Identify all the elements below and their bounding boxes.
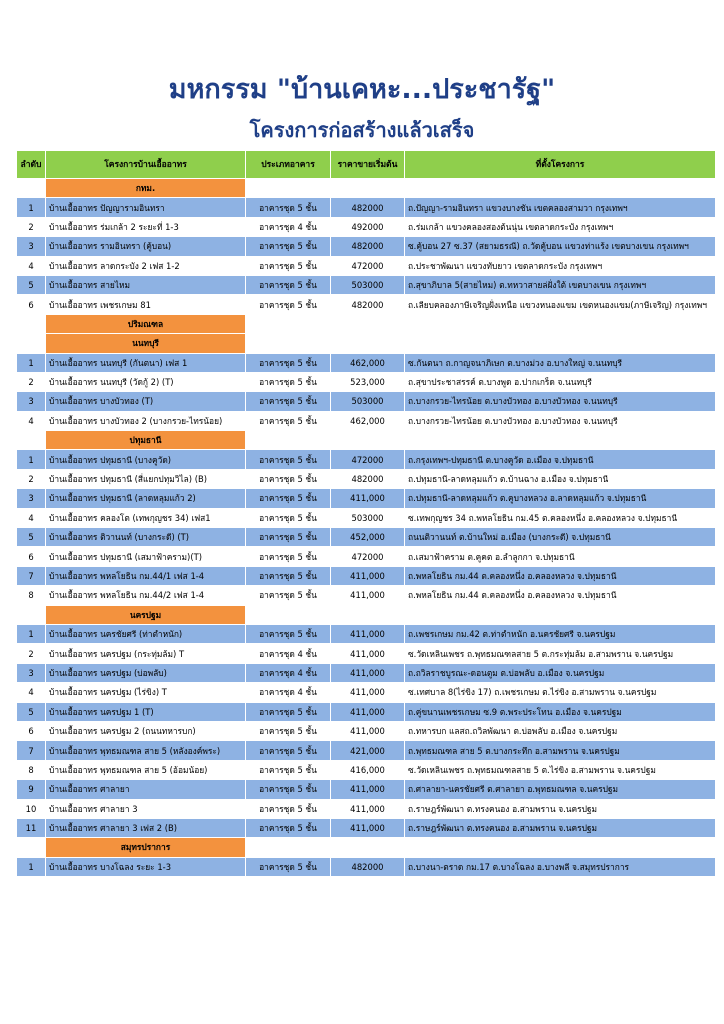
starting-price: 452,000 [331, 528, 405, 547]
empty-cell [405, 334, 716, 353]
row-number: 1 [17, 450, 46, 469]
project-name: บ้านเอื้ออาทร บางบัวทอง 2 (บางกรวย-ไทรน้อย) [46, 411, 246, 430]
building-type: อาคารชุด 5 ชั้น [246, 799, 331, 818]
starting-price: 411,000 [331, 799, 405, 818]
empty-cell [405, 314, 716, 333]
table-row [17, 508, 716, 527]
building-type: อาคารชุด 4 ชั้น [246, 217, 331, 236]
column-header: ลำดับ [17, 151, 46, 179]
group-spacer-cell [17, 314, 46, 333]
building-type: อาคารชุด 4 ชั้น [246, 683, 331, 702]
building-type: อาคารชุด 5 ชั้น [246, 702, 331, 721]
project-name: บ้านเอื้ออาทร พุทธมณฑล สาย 5 (อ้อมน้อย) [46, 760, 246, 779]
table-row [17, 586, 716, 605]
starting-price: 416,000 [331, 760, 405, 779]
group-spacer-cell [17, 605, 46, 624]
row-number: 6 [17, 295, 46, 314]
row-number: 1 [17, 857, 46, 876]
table-row [17, 372, 716, 391]
project-location: ถ.ประชาพัฒนา แขวงทับยาว เขตลาดกระบัง กรุงเทพฯ [405, 256, 716, 275]
building-type: อาคารชุด 5 ชั้น [246, 624, 331, 643]
empty-cell [331, 179, 405, 198]
project-name: บ้านเอื้ออาทร ร่มเกล้า 2 ระยะที่ 1-3 [46, 217, 246, 236]
table-row [17, 644, 716, 663]
row-number: 3 [17, 237, 46, 256]
table-row [17, 663, 716, 682]
building-type: อาคารชุด 4 ชั้น [246, 663, 331, 682]
project-name: บ้านเอื้ออาทร นนทบุรี (วัดกู้ 2) (T) [46, 372, 246, 391]
starting-price: 503000 [331, 392, 405, 411]
project-location: ถ.ราษฎร์พัฒนา ต.ทรงคนอง อ.สามพราน จ.นครปฐม [405, 818, 716, 837]
starting-price: 482000 [331, 295, 405, 314]
empty-cell [246, 838, 331, 857]
column-header: โครงการบ้านเอื้ออาทร [46, 151, 246, 179]
project-location: ถ.พุทธมณฑล สาย 5 ต.บางกระทึก อ.สามพราน จ.นครปฐม [405, 741, 716, 760]
group-header-row [17, 605, 716, 624]
project-location: ซ.คู้บอน 27 ซ.37 (สยามธรณี) ถ.วัดคู้บอน แขวงท่าแร้ง เขตบางเขน กรุงเทพฯ [405, 237, 716, 256]
starting-price: 411,000 [331, 818, 405, 837]
building-type: อาคารชุด 5 ชั้น [246, 857, 331, 876]
group-name: สมุทรปราการ [46, 838, 246, 857]
starting-price: 411,000 [331, 780, 405, 799]
row-number: 3 [17, 392, 46, 411]
empty-cell [246, 605, 331, 624]
building-type: อาคารชุด 4 ชั้น [246, 644, 331, 663]
table-row [17, 450, 716, 469]
starting-price: 421,000 [331, 741, 405, 760]
table-row [17, 198, 716, 217]
empty-cell [331, 334, 405, 353]
empty-cell [405, 179, 716, 198]
group-name: ปทุมธานี [46, 431, 246, 450]
starting-price: 411,000 [331, 683, 405, 702]
group-spacer-cell [17, 334, 46, 353]
building-type: อาคารชุด 5 ชั้น [246, 450, 331, 469]
project-name: บ้านเอื้ออาทร พหลโยธิน กม.44/1 เฟส 1-4 [46, 566, 246, 585]
row-number: 7 [17, 741, 46, 760]
table-row [17, 780, 716, 799]
building-type: อาคารชุด 5 ชั้น [246, 353, 331, 372]
row-number: 6 [17, 547, 46, 566]
project-name: บ้านเอื้ออาทร นนทบุรี (กันตนา) เฟส 1 [46, 353, 246, 372]
table-row [17, 392, 716, 411]
group-header-row [17, 334, 716, 353]
row-number: 3 [17, 663, 46, 682]
row-number: 2 [17, 217, 46, 236]
project-location: ถ.ศาลายา-นครชัยศรี ต.ศาลายา อ.พุทธมณฑล จ.นครปฐม [405, 780, 716, 799]
table-row [17, 411, 716, 430]
building-type: อาคารชุด 5 ชั้น [246, 469, 331, 488]
project-location: ถ.กรุงเทพฯ-ปทุมธานี ต.บางคูวัด อ.เมือง จ.ปทุมธานี [405, 450, 716, 469]
row-number: 3 [17, 489, 46, 508]
building-type: อาคารชุด 5 ชั้น [246, 760, 331, 779]
empty-cell [331, 314, 405, 333]
starting-price: 411,000 [331, 566, 405, 585]
project-name: บ้านเอื้ออาทร บางบัวทอง (T) [46, 392, 246, 411]
group-header-row [17, 838, 716, 857]
project-name: บ้านเอื้ออาทร ปทุมธานี (บางคูวัด) [46, 450, 246, 469]
row-number: 2 [17, 372, 46, 391]
building-type: อาคารชุด 5 ชั้น [246, 586, 331, 605]
starting-price: 411,000 [331, 702, 405, 721]
row-number: 1 [17, 198, 46, 217]
project-location: ถ.ปทุมธานี-ลาดหลุมแก้ว ต.คูบางหลวง อ.ลาดหลุมแก้ว จ.ปทุมธานี [405, 489, 716, 508]
project-location: ถ.ราษฎร์พัฒนา ต.ทรงคนอง อ.สามพราน จ.นครปฐม [405, 799, 716, 818]
building-type: อาคารชุด 5 ชั้น [246, 256, 331, 275]
project-location: ถ.สุขาประชาสรรค์ ต.บางพูด อ.ปากเกร็ด จ.นนทบุรี [405, 372, 716, 391]
row-number: 8 [17, 586, 46, 605]
empty-cell [331, 605, 405, 624]
table-row [17, 237, 716, 256]
project-name: บ้านเอื้ออาทร พุทธมณฑล สาย 5 (หลังองค์พระ) [46, 741, 246, 760]
group-header-row [17, 179, 716, 198]
starting-price: 411,000 [331, 624, 405, 643]
project-location: ซ.เทพกุญชร 34 ถ.พหลโยธิน กม.45 ต.คลองหนึ่ง อ.คลองหลวง จ.ปทุมธานี [405, 508, 716, 527]
project-location: ถ.ถวิลราชบูรณะ-ดอนตูม ต.บ่อพลับ อ.เมือง จ.นครปฐม [405, 663, 716, 682]
project-name: บ้านเอื้ออาทร ปทุมธานี (เสมาฟ้าคราม)(T) [46, 547, 246, 566]
row-number: 8 [17, 760, 46, 779]
starting-price: 411,000 [331, 721, 405, 740]
building-type: อาคารชุด 5 ชั้น [246, 741, 331, 760]
group-spacer-cell [17, 838, 46, 857]
column-header: ที่ตั้งโครงการ [405, 151, 716, 179]
table-row [17, 683, 716, 702]
project-location: ซ.วัดเหลินเพชร ถ.พุทธมณฑลสาย 5 ต.ไร่ขิง อ.สามพราน จ.นครปฐม [405, 760, 716, 779]
empty-cell [246, 431, 331, 450]
building-type: อาคารชุด 5 ชั้น [246, 198, 331, 217]
row-number: 2 [17, 469, 46, 488]
starting-price: 411,000 [331, 586, 405, 605]
building-type: อาคารชุด 5 ชั้น [246, 295, 331, 314]
starting-price: 492000 [331, 217, 405, 236]
group-spacer-cell [17, 179, 46, 198]
project-name: บ้านเอื้ออาทร คลองโต (เทพกุญชร 34) เฟส1 [46, 508, 246, 527]
project-location: ถ.เสมาฟ้าคราม ต.คูคต อ.ลำลูกกา จ.ปทุมธานี [405, 547, 716, 566]
starting-price: 472000 [331, 256, 405, 275]
row-number: 11 [17, 818, 46, 837]
starting-price: 411,000 [331, 663, 405, 682]
starting-price: 411,000 [331, 644, 405, 663]
table-row [17, 721, 716, 740]
project-location: ถ.พหลโยธิน กม.44 ต.คลองหนึ่ง อ.คลองหลวง จ.ปทุมธานี [405, 566, 716, 585]
table-row [17, 857, 716, 876]
building-type: อาคารชุด 5 ชั้น [246, 547, 331, 566]
building-type: อาคารชุด 5 ชั้น [246, 566, 331, 585]
building-type: อาคารชุด 5 ชั้น [246, 721, 331, 740]
project-name: บ้านเอื้ออาทร นครชัยศรี (ท่าตำหนัก) [46, 624, 246, 643]
row-number: 7 [17, 566, 46, 585]
project-location: ถ.ร่มเกล้า แขวงคลองสองต้นนุ่น เขตลาดกระบัง กรุงเทพฯ [405, 217, 716, 236]
table-row [17, 256, 716, 275]
table-row [17, 547, 716, 566]
project-name: บ้านเอื้ออาทร นครปฐม (ไร่ขิง) T [46, 683, 246, 702]
table-row [17, 275, 716, 294]
empty-cell [246, 314, 331, 333]
project-name: บ้านเอื้ออาทร นครปฐม (บ่อพลับ) [46, 663, 246, 682]
starting-price: 482000 [331, 857, 405, 876]
page-title: มหกรรม "บ้านเคหะ...ประชารัฐ" [168, 74, 556, 105]
project-location: ถนนติวานนท์ ต.บ้านใหม่ อ.เมือง (บางกระดี) จ.ปทุมธานี [405, 528, 716, 547]
project-location: ถ.ทหารบก แลสถ.ถวิลพัฒนา ต.บ่อพลับ อ.เมือง จ.นครปฐม [405, 721, 716, 740]
project-name: บ้านเอื้ออาทร ติวานนท์ (บางกระดี) (T) [46, 528, 246, 547]
column-header: ประเภทอาคาร [246, 151, 331, 179]
row-number: 4 [17, 508, 46, 527]
row-number: 2 [17, 644, 46, 663]
row-number: 1 [17, 624, 46, 643]
group-header-row [17, 314, 716, 333]
page-subtitle: โครงการก่อสร้างแล้วเสร็จ [249, 118, 475, 142]
table-row [17, 469, 716, 488]
projects-table [16, 150, 716, 877]
starting-price: 462,000 [331, 411, 405, 430]
empty-cell [405, 605, 716, 624]
table-row [17, 624, 716, 643]
table-row [17, 799, 716, 818]
project-name: บ้านเอื้ออาทร ศาลายา 3 [46, 799, 246, 818]
project-name: บ้านเอื้ออาทร เพชรเกษม 81 [46, 295, 246, 314]
row-number: 1 [17, 353, 46, 372]
row-number: 5 [17, 528, 46, 547]
table-header-row [17, 151, 716, 179]
table-row [17, 353, 716, 372]
project-location: ถ.พหลโยธิน กม.44 ต.คลองหนึ่ง อ.คลองหลวง จ.ปทุมธานี [405, 586, 716, 605]
group-name: กทม. [46, 179, 246, 198]
building-type: อาคารชุด 5 ชั้น [246, 392, 331, 411]
row-number: 4 [17, 683, 46, 702]
building-type: อาคารชุด 5 ชั้น [246, 489, 331, 508]
table-row [17, 741, 716, 760]
group-name: ปริมณฑล [46, 314, 246, 333]
project-name: บ้านเอื้ออาทร ปทุมธานี (ลาดหลุมแก้ว 2) [46, 489, 246, 508]
project-name: บ้านเอื้ออาทร นครปฐม (กระทุ่มล้ม) T [46, 644, 246, 663]
row-number: 9 [17, 780, 46, 799]
row-number: 5 [17, 275, 46, 294]
building-type: อาคารชุด 5 ชั้น [246, 780, 331, 799]
starting-price: 482000 [331, 469, 405, 488]
project-location: ถ.เพชรเกษม กม.42 ต.ท่าตำหนัก อ.นครชัยศรี จ.นครปฐม [405, 624, 716, 643]
project-name: บ้านเอื้ออาทร ปทุมธานี (สี่แยกปทุมวิไล) (B) [46, 469, 246, 488]
group-name: นนทบุรี [46, 334, 246, 353]
row-number: 10 [17, 799, 46, 818]
group-spacer-cell [17, 431, 46, 450]
project-name: บ้านเอื้ออาทร นครปฐม 2 (ถนนทหารบก) [46, 721, 246, 740]
group-header-row [17, 431, 716, 450]
empty-cell [246, 334, 331, 353]
group-name: นครปฐม [46, 605, 246, 624]
table-row [17, 489, 716, 508]
project-name: บ้านเอื้ออาทร พหลโยธิน กม.44/2 เฟส 1-4 [46, 586, 246, 605]
table-body [17, 179, 716, 877]
project-location: ซ.เทศบาล 8(ไร่ขิง 17) ถ.เพชรเกษม ต.ไร่ขิง อ.สามพราน จ.นครปฐม [405, 683, 716, 702]
building-type: อาคารชุด 5 ชั้น [246, 508, 331, 527]
empty-cell [331, 431, 405, 450]
row-number: 6 [17, 721, 46, 740]
starting-price: 472000 [331, 547, 405, 566]
row-number: 5 [17, 702, 46, 721]
column-header: ราคาขายเริ่มต้น [331, 151, 405, 179]
table-row [17, 760, 716, 779]
project-location: ถ.สุขาภิบาล 5(สายไหม) ต.ทหวาสายล่ฝั่งใต้ เขตบางเขน กรุงเทพฯ [405, 275, 716, 294]
starting-price: 523,000 [331, 372, 405, 391]
project-name: บ้านเอื้ออาทร สายไหม [46, 275, 246, 294]
table-row [17, 217, 716, 236]
project-location: ซ.กันตนา ถ.กาญจนาภิเษก ต.บางม่วง อ.บางใหญ่ จ.นนทบุรี [405, 353, 716, 372]
project-location: ถ.บางกรวย-ไทรน้อย ต.บางบัวทอง อ.บางบัวทอง จ.นนทบุรี [405, 411, 716, 430]
project-location: ถ.เลียบคลองภาษีเจริญฝั่งเหนือ แขวงหนองแขม เขตหนองแขม(ภาษีเจริญ) กรุงเทพฯ [405, 295, 716, 314]
starting-price: 411,000 [331, 489, 405, 508]
project-name: บ้านเอื้ออาทร ศาลายา 3 เฟส 2 (B) [46, 818, 246, 837]
project-name: บ้านเอื้ออาทร รามอินทรา (คู้บอน) [46, 237, 246, 256]
starting-price: 482000 [331, 237, 405, 256]
project-location: ถ.บางกรวย-ไทรน้อย ต.บางบัวทอง อ.บางบัวทอง จ.นนทบุรี [405, 392, 716, 411]
empty-cell [246, 179, 331, 198]
project-location: ถ.คู่ขนานเพชรเกษม ซ.9 ต.พระประโทน อ.เมือง จ.นครปฐม [405, 702, 716, 721]
table-row [17, 566, 716, 585]
row-number: 4 [17, 256, 46, 275]
project-name: บ้านเอื้ออาทร ลาดกระบัง 2 เฟส 1-2 [46, 256, 246, 275]
project-name: บ้านเอื้ออาทร ศาลายา [46, 780, 246, 799]
project-name: บ้านเอื้ออาทร นครปฐม 1 (T) [46, 702, 246, 721]
starting-price: 482000 [331, 198, 405, 217]
empty-cell [405, 431, 716, 450]
project-location: ถ.บางนา-ตราด กม.17 ต.บางโฉลง อ.บางพลี จ.สมุทรปราการ [405, 857, 716, 876]
empty-cell [405, 838, 716, 857]
row-number: 4 [17, 411, 46, 430]
building-type: อาคารชุด 5 ชั้น [246, 411, 331, 430]
starting-price: 503000 [331, 275, 405, 294]
table-row [17, 528, 716, 547]
starting-price: 472000 [331, 450, 405, 469]
project-location: ซ.วัดเหลินเพชร ถ.พุทธมณฑลสาย 5 ต.กระทุ่มล้ม อ.สามพราน จ.นครปฐม [405, 644, 716, 663]
building-type: อาคารชุด 5 ชั้น [246, 818, 331, 837]
table-row [17, 702, 716, 721]
building-type: อาคารชุด 5 ชั้น [246, 275, 331, 294]
starting-price: 462,000 [331, 353, 405, 372]
project-name: บ้านเอื้ออาทร ปัญญารามอินทรา [46, 198, 246, 217]
table-row [17, 818, 716, 837]
building-type: อาคารชุด 5 ชั้น [246, 372, 331, 391]
table-row [17, 295, 716, 314]
project-location: ถ.ปทุมธานี-ลาดหลุมแก้ว ต.บ้านฉาง อ.เมือง จ.ปทุมธานี [405, 469, 716, 488]
empty-cell [331, 838, 405, 857]
building-type: อาคารชุด 5 ชั้น [246, 528, 331, 547]
project-location: ถ.ปัญญา-รามอินทรา แขวงบางชัน เขตคลองสามวา กรุงเทพฯ [405, 198, 716, 217]
starting-price: 503000 [331, 508, 405, 527]
project-name: บ้านเอื้ออาทร บางโฉลง ระยะ 1-3 [46, 857, 246, 876]
building-type: อาคารชุด 5 ชั้น [246, 237, 331, 256]
